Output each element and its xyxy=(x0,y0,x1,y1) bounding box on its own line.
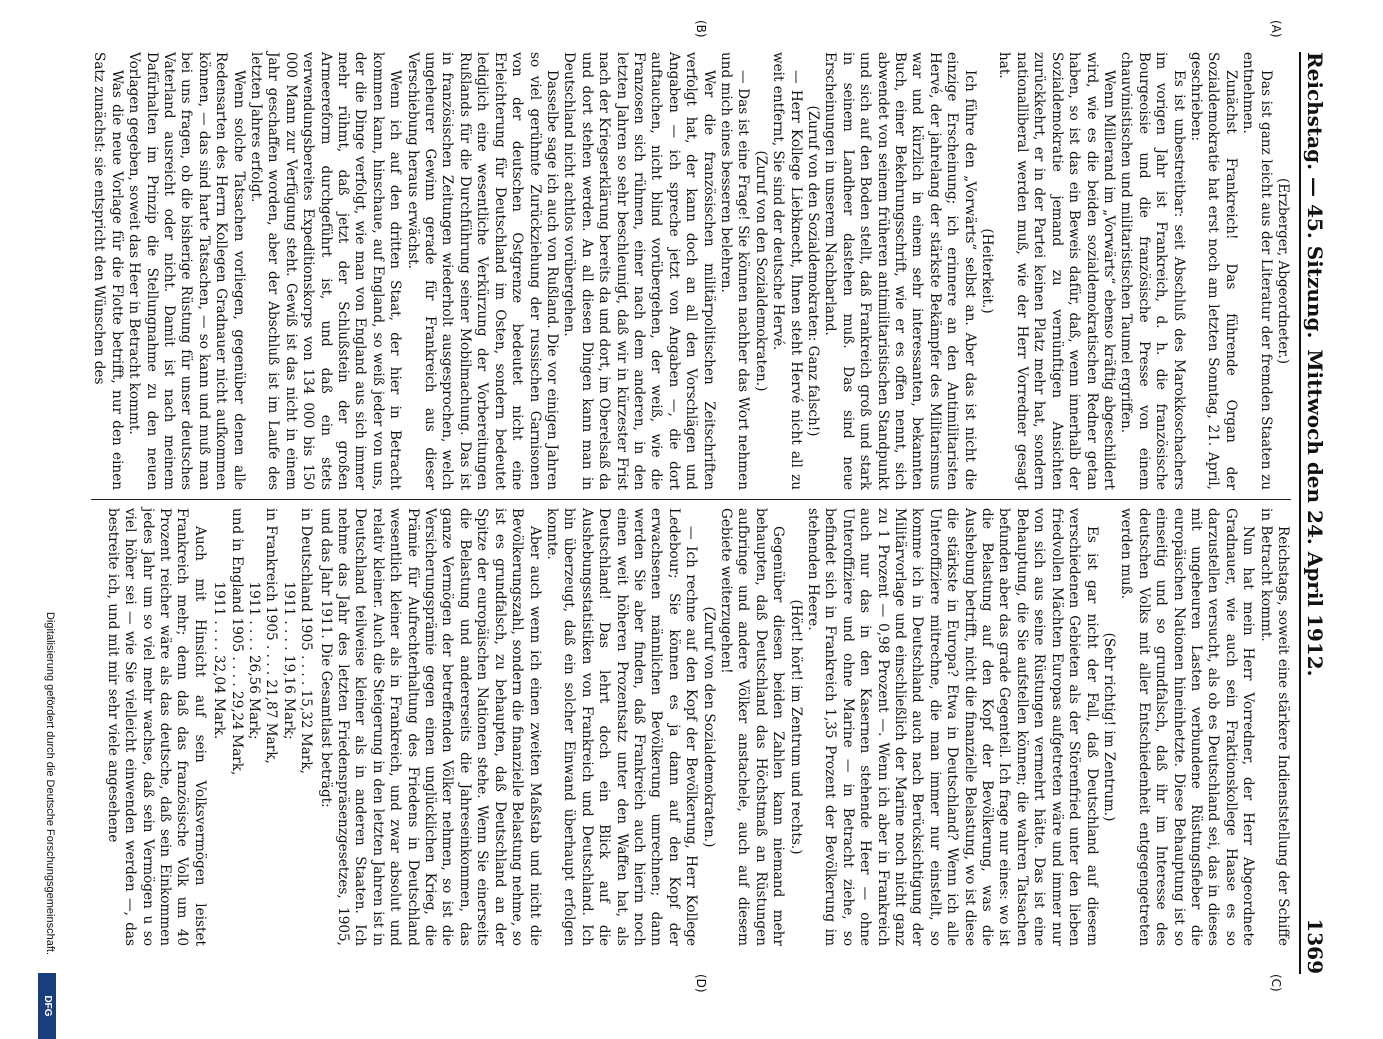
right-column-end-paragraph: Auch mit Hinsicht auf sein Volksvermögen leistet Frankreich mehr; denn daß das französische Volk um 40 Prozent reicher wäre als das deutsche, daß sein Einkommen jedes Jahr um so viel mehr wachse, daß sein Vermögen u so viel höher sei — wie Sie vielleicht einwenden werden —, das bestreite ich, und mit mir sehr viele angesehene xyxy=(104,508,208,946)
left-column-paragraph: Ich führe den „Vorwärts“ selbst an. Aber das ist nicht die einzige Erscheinung; ich erinnere an den Antimilitaristen Hervé, der jahrelang der stärkste Bekämpfer des Militarismus war und kürzlich in einem sehr interessanten, bekannten Buch, einer Bekehrungsschrift, wie er es offen nennt, sich abwendet von seinem früheren antimilitaristischen Standpunkt und sich auf den Boden stellt, daß Frankreich groß und stark in seinem Landheer dastehen muß. Das sind neue Erscheinungen in unserem Nachbarland. xyxy=(822,52,978,490)
left-column xyxy=(91,52,1291,490)
left-column-paragraph: Es ist unbestreitbar: seit Abschluß des Marokkoschachers im vorigen Jahr ist Frankreich, d. h. die französische Bourgeoisie und die französische Presse von einem chauvinistischen und militaristischen Taumel ergriffen. xyxy=(1118,52,1187,490)
margin-mark-d: (D) xyxy=(694,974,708,993)
left-column-paragraph: Zunächst Frankreich! Das führende Organ der Sozialdemokratie hat erst noch am letzten Sonntag, 21. April, geschrieben: xyxy=(1187,52,1239,490)
figure-row: 1911 . . . . 32,04 Mark. xyxy=(211,508,228,740)
right-column-paragraph: Nun hat mein Herr Vorredner, der Herr Abgeordnete Gradnauer, wie auch sein Fraktionskollege Haase es so darzustellen versucht, als ob es Deutschland sei, das in dieses mit ungeheuren Lasten verbundene Rüstungsfieber die europäischen Nationen hineinhetzte. Diese Behauptung ist so einseitig und so grundfalsch, daß ihr im Interesse des deutschen Volks mit aller Entschiedenheit entgegengetreten werden muß. xyxy=(1118,508,1257,946)
right-column-paragraph: (Sehr richtig! im Zentrum.) xyxy=(1100,632,1117,822)
digitization-credit xyxy=(16,85,56,1017)
left-column-paragraph: — Herr Kollege Liebknecht, Ihnen steht Hervé nicht all zu weit entfernt, Sie sind der deutsche Hervé. xyxy=(770,52,804,490)
left-column-paragraph: (Zuruf von den Sozialdemokraten.) xyxy=(752,150,769,392)
right-column-paragraph: Reichstags, soweit eine stärkere Indienststellung der Schiffe in Betracht kommt. xyxy=(1257,508,1291,946)
figure-row: und in England 1905 . . . . 29,24 Mark, xyxy=(228,508,245,776)
left-column-paragraph: Wer die französischen militärpolitischen Zeitschriften verfolgt hat, der kann doch an all den Vorschlägen und Angaben — ich spreche jetzt von Angaben —, die dort auftauchen, nicht blind vorübergehen, der weiß, wie die Franzosen sich rühmen, einer nach dem anderen, in den letzten Jahren so sehr beschleunigt, daß wir in kürzester Frist nach der Kriegserklärung bereits da und dort, im Oberelsaß da und dort stehen werden. An all diesen Dingen kann man in Deutschland nicht achtlos vorübergehen. xyxy=(561,52,717,490)
figures-table xyxy=(210,508,314,946)
page-number: 1369 xyxy=(1303,918,1327,974)
left-column-paragraph: (Erzberger, Abgeordneter.) xyxy=(1275,177,1291,365)
figure-row: 1911 . . . . 26,56 Mark; xyxy=(246,508,263,740)
figure-row: in Frankreich 1905 . . . . 21,87 Mark, xyxy=(263,508,280,764)
margin-mark-b: (B) xyxy=(694,20,708,38)
left-column-paragraph: Das ist ganz leicht aus der Literatur der fremden Staaten zu entnehmen. xyxy=(1240,52,1274,490)
left-column-paragraph: Dasselbe sage ich auch von Rußland. Die vor einigen Jahren so viel gerühmte Zurückziehung der russischen Garnisonen von der deutschen Ostgrenze bedeutet nicht eine Erleichterung für Deutschland im Osten, sondern bedeutet lediglich eine wesentliche Verkürzung der Vorbereitungen Rußlands für die Durchführung seiner Mobilmachung. Das ist in französischen Zeitungen wiederholt ausgesprochen, welch ungeheurer Gewinn gerade für Frankreich aus dieser Verschiebung heraus erwächst. xyxy=(404,52,560,490)
left-column-paragraph: Wenn ich auf den dritten Staat, der hier in Betracht kommen kann, hinschaue, auf England, so weiß jeder von uns, der die Dinge verfolgt, wie man von England aus sich immer mehr rühmt, daß jetzt der Schlußstein der großen Armeereform durchgeführt ist, und daß ein stets verwendungsbereites Expeditionskorps von 134 000 bis 150 000 Mann zur Verfügung steht. Gewiß ist das nicht in einem Jahr geschaffen worden, aber der Abschluß ist im Laufe des letzten Jahres erfolgt. xyxy=(248,52,404,490)
left-column-paragraph: Was die neue Vorlage für die Flotte betrifft, nur den einen Satz zunächst: sie entspricht den Wünschen des xyxy=(91,52,125,490)
right-column-paragraph: Es ist gar nicht der Fall, daß Deutschland auf diesem verschiedenen Gebieten als der Störenfried unter den lieben friedvollen Mächten Europas aufgetreten wäre und immer nur von sich aus seine Rüstungen vermehrt hätte. Das ist eine Behauptung, die Sie aufstellen können; die wahren Tatsachen befunden aber das grade Gegenteil. Ich frage nur eines: wo ist die Belastung auf den Kopf der Bevölkerung, was die Aushebung betrifft, nicht die finanzielle Belastung, wo ist diese die stärkste in Europa? Etwa in Deutschland? Wenn ich alle Unteroffiziere mitrechne, die man immer nur einstellt, so komme ich in Deutschland auch nach Berücksichtigung der Militärvorlage und einschließlich der Marine noch nicht ganz zu 1 Prozent — 0,98 Prozent —. Wenn ich aber in Frankreich auch nur das in den Kasernen stehende Heer — ohne Unteroffiziere und ohne Marine — in Betracht ziehe, so befindet sich in Frankreich 1,35 Prozent der Bevölkerung im stehenden Heere. xyxy=(805,508,1100,946)
figure-row: in Deutschland 1905 . . . . 15,32 Mark, xyxy=(298,508,315,774)
header-left: Reichstag. — 45. Sitzung. xyxy=(1303,52,1327,339)
right-column-paragraph: (Hört! hört! im Zentrum und rechts.) xyxy=(787,599,804,855)
right-column-paragraph: — Ich rechne auf den Kopf der Bevölkerung, Herr Kollege Ledebour; Sie können es ja dann auf den Kopf der erwachsenen männlichen Bevölkerung umrechnen; dann werden Sie aber finden, daß Frankreich auch hierin noch einen weit höheren Prozentsatz unter den Waffen hat, als Deutschland! Das lehrt doch ein Blick auf die Aushebungsstatistiken von Frankreich und Deutschland. Ich bin überzeugt, daß ein solcher Einwand überhaupt erfolgen konnte. xyxy=(543,508,700,946)
column-divider xyxy=(91,499,1291,500)
right-column-paragraph: (Zuruf von den Sozialdemokraten.) xyxy=(700,606,717,848)
left-column-paragraph: (Zuruf von den Sozialdemokraten: Ganz falsch!) xyxy=(805,105,822,437)
left-column-paragraph: Wenn Millerand im „Vorwärts“ ebenso kräftig abgeschildert wird, wie es die beiden sozialdemokratischen Redner getan haben, so ist das ein Beweis dafür, daß, wenn innerhalb der Sozialdemokratie jemand zu vernünftigen Ansichten zurückkehrt, er in der Partei keinen Platz mehr hat, sondern nationalliberal werden muß, wie der Herr Vorredner gesagt hat. xyxy=(996,52,1117,490)
right-column-paragraph: Aber auch wenn ich einen zweiten Maßstab und nicht die Bevölkerungszahl, sondern die finanzielle Belastung nehme, so ist es grundfalsch, zu behaupten, daß Deutschland an der Spitze der europäischen Nationen stehe. Wenn Sie einerseits die Belastung und andererseits die Jahreseinkommen, das ganze Vermögen der betreffenden Völker nehmen, so ist die Versicherungsprämie gegen einen unglücklichen Krieg, die Prämie für Aufrechterhaltung des Friedens in Deutschland wesentlich kleiner als in Frankreich, und zwar absolut und relativ kleiner. Auch die Steigerung in den letzten Jahren ist in Deutschland teilweise kleiner als in anderen Staaten. Ich nehme das Jahr des letzten Friedenspräsenzgesetzes, 1905, und das Jahr 1911. Die Gesamtlast beträgt: xyxy=(317,508,543,946)
figure-row: 1911 . . . . 19,16 Mark; xyxy=(280,508,297,740)
header-date: Mittwoch den 24. April 1912. xyxy=(1303,349,1327,677)
left-column-paragraph: Wenn solche Tatsachen vorliegen, gegenüber denen alle Redensarten des Herrn Kollegen Gradnauer nicht aufkommen können, — das sind harte Tatsachen, — so kann und muß man bei uns fragen, ob die bisherige Rüstung für unser deutsches Vaterland ausreicht oder nicht. Damit ist nach meinem Dafürhalten im Prinzip die Stellungnahme zu den neuen Vorlagen gegeben, soweit das Heer in Betracht kommt. xyxy=(126,52,247,490)
left-column-paragraph: (Heiterkeit.) xyxy=(979,228,996,314)
right-column-paragraph: Gegenüber diesen beiden Zahlen kann niemand mehr behaupten, daß Deutschland das Höchstmaß an Rüstungen aufbringe und andere Völker anstachele, auch auf diesem Gebiete weiterzugehen! xyxy=(718,508,787,946)
right-column xyxy=(106,508,1291,946)
page-header xyxy=(1299,52,1327,974)
dfg-logo: DFG xyxy=(38,973,56,1039)
credit-text: Digitalisierung gefördert durch die Deutsche Forschungsgemeinschaft. xyxy=(44,611,56,955)
margin-mark-c: (C) xyxy=(1269,974,1283,992)
margin-mark-a: (A) xyxy=(1269,20,1283,38)
left-column-paragraph: — Das ist eine Frage! Sie können nachher das Wort nehmen und mich eines besseren belehren. xyxy=(718,52,752,490)
